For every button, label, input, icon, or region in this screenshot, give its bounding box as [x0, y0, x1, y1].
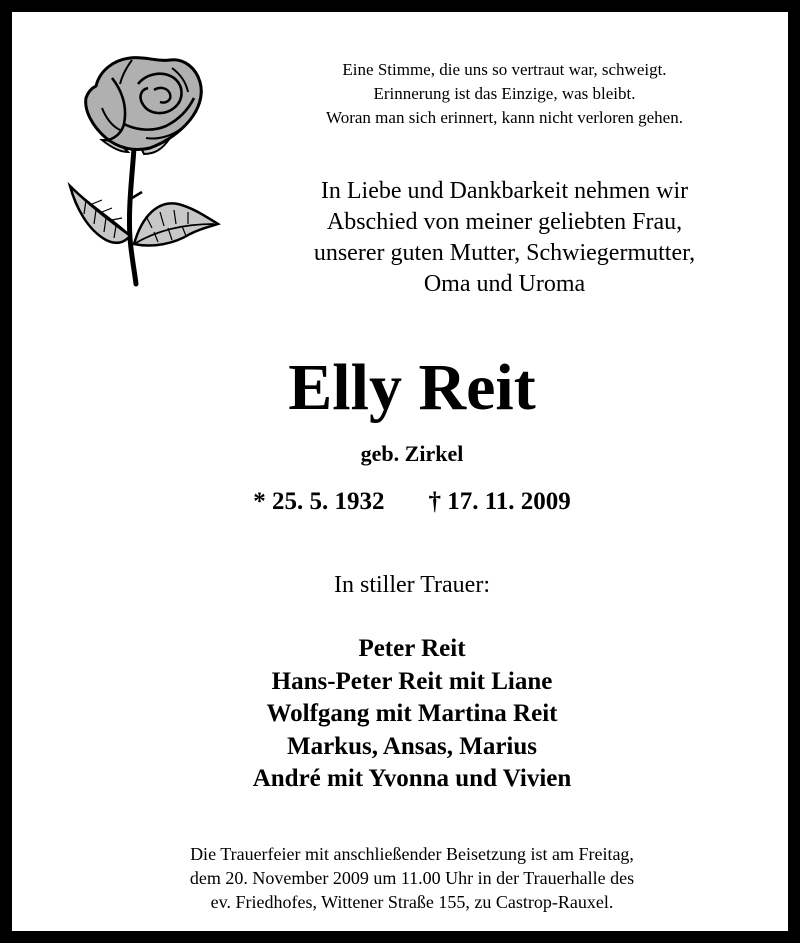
- mourning-text: In stiller Trauer:: [334, 572, 490, 598]
- deceased-name: Elly Reit: [288, 351, 536, 424]
- quote-line: Erinnerung ist das Einzige, was bleibt.: [373, 84, 636, 103]
- funeral-line: dem 20. November 2009 um 11.00 Uhr in der Trauerhalle des: [189, 868, 635, 888]
- life-dates: [12, 486, 800, 518]
- mourner-line: Wolfgang mit Martina Reit: [266, 700, 558, 727]
- birth-date: 25. 5. 1932: [271, 488, 385, 515]
- birth-symbol: *: [253, 488, 266, 515]
- birth-date-group: [253, 488, 384, 515]
- intro-line: unserer guten Mutter, Schwiegermutter,: [313, 240, 696, 266]
- funeral-notice: [72, 842, 752, 914]
- death-date-group: [428, 488, 570, 515]
- intro-line: Oma und Uroma: [423, 271, 586, 297]
- mourners-list: [12, 633, 800, 796]
- memorial-quote: [252, 58, 757, 130]
- intro-line: Abschied von meiner geliebten Frau,: [326, 209, 683, 235]
- mourner-line: Hans-Peter Reit mit Liane: [271, 667, 553, 695]
- intro-line: In Liebe und Dankbarkeit nehmen wir: [320, 178, 689, 204]
- death-symbol: †: [428, 488, 441, 515]
- maiden-name: geb. Zirkel: [360, 441, 464, 466]
- quote-line: Woran man sich erinnert, kann nicht verloren gehen.: [326, 108, 683, 127]
- rose-icon: [62, 48, 222, 288]
- funeral-line: ev. Friedhofes, Wittener Straße 155, zu Castrop-Rauxel.: [210, 892, 614, 912]
- farewell-intro: [252, 176, 757, 300]
- quote-line: Eine Stimme, die uns so vertraut war, schweigt.: [342, 60, 667, 79]
- death-date: 17. 11. 2009: [447, 488, 571, 515]
- mourner-line: Peter Reit: [358, 635, 466, 662]
- mourner-line: André mit Yvonna und Vivien: [252, 765, 572, 792]
- mourner-line: Markus, Ansas, Marius: [286, 732, 538, 760]
- funeral-line: Die Trauerfeier mit anschließender Beisetzung ist am Freitag,: [190, 844, 634, 864]
